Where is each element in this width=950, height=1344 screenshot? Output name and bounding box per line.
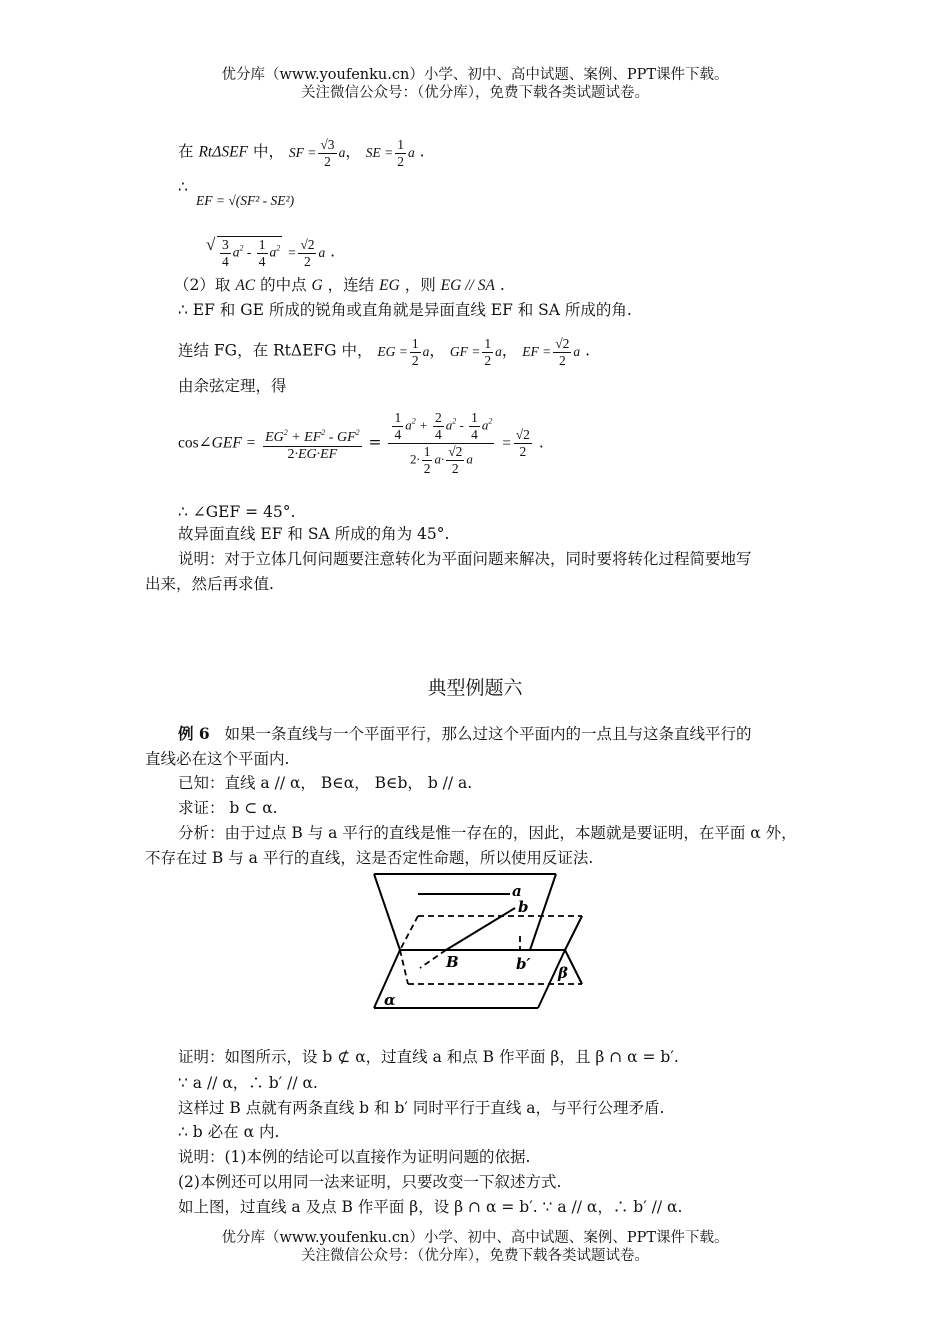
- triangle-sef: RtΔSEF: [198, 143, 249, 161]
- proof-note-1: 说明：(1)本例的结论可以直接作为证明问题的依据.: [178, 1148, 531, 1166]
- answer-line: 故异面直线 EF 和 SA 所成的角为 45°.: [178, 525, 450, 543]
- example-label: 例 6: [178, 724, 210, 743]
- proof-line-2: ∵ a // α，∴ b′ // α.: [178, 1074, 318, 1092]
- eg-equation: EG = $\frac{1}{2}$ a: [377, 336, 430, 368]
- section-title: 典型例题六: [427, 677, 523, 699]
- header-line-2: 关注微信公众号：（优分库），免费下载各类试题试卷。: [301, 85, 649, 101]
- sf-equation: SF = $\frac{√3}{2}$ a: [288, 137, 346, 169]
- beta-right-upper: [565, 916, 582, 950]
- cos-general-fraction: $\frac{EG^2 + EF^2 - GF^2}{2\cdot EG\cdot EF}$: [263, 425, 362, 463]
- label-point-b: B: [446, 953, 459, 971]
- cosine-law-text: 由余弦定理，得: [178, 377, 287, 395]
- text-join: ，连结: [327, 276, 375, 294]
- step2-line: [174, 274, 505, 297]
- proof-note-2: (2)本例还可以用同一法来证明，只要改变一下叙述方式.: [178, 1173, 562, 1191]
- ef-sqrt-expression: √ $\frac{3}{4}$ $a^2$ - $\frac{1}{4}$ $a^2$: [217, 236, 282, 270]
- label-alpha: α: [384, 991, 396, 1009]
- footer-line-2: 关注微信公众号：（优分库），免费下载各类试题试卷。: [301, 1248, 649, 1264]
- cos-lhs: cos∠GEF =: [178, 434, 257, 452]
- se-equation: SE = $\frac{1}{2}$ a: [365, 137, 415, 169]
- proof-line-1: 证明：如图所示，设 b ⊄ α，过直线 a 和点 B 作平面 β，且 β ∩ α = b′.: [178, 1048, 679, 1066]
- note-line-2: 出来，然后再求值.: [145, 575, 274, 593]
- cos-numeric-fraction: $\frac{1}{4}$ $a^2$ + $\frac{2}{4}$ $a^2$ - $\frac{1}{4}$ $a^2$ 2· $\frac{1}{2}$ a· $\frac{√2}{2}$ a: [388, 410, 494, 477]
- text-zhong: 中，: [252, 142, 284, 161]
- text-join-fg: 连结 FG，在 RtΔEFG 中，: [178, 341, 373, 360]
- therefore-symbol: ∴: [178, 178, 188, 196]
- text-zai: 在: [178, 142, 194, 161]
- ef-equation: EF = $\frac{√2}{2}$ a: [522, 336, 581, 368]
- ef-value-line: √ $\frac{3}{4}$ $a^2$ - $\frac{1}{4}$ $a^2$ = $\frac{√2}{2}$ a .: [207, 236, 335, 270]
- given-line: 已知：直线 a // α， B∈α， B∈b， b // a.: [178, 774, 473, 792]
- plane-left-edge-upper: [374, 874, 400, 950]
- cosine-formula: cos∠GEF = $\frac{EG^2 + EF^2 - GF^2}{2\cdot EG\cdot EF}$ = $\frac{1}{4}$ $a^2$ + $\frac{2}{4}$ $a^2$ - $\frac{1}{4}$ $a^2$ 2· $\frac{1}{2}$ a· $\frac{√2}{2}$ a = $\frac{√2}{2}$ .: [178, 410, 544, 476]
- beta-left-dashed: [400, 916, 418, 950]
- text-then: ，则: [404, 276, 436, 294]
- angle-result: ∴ ∠GEF = 45°.: [178, 503, 296, 521]
- prove-line: 求证： b ⊂ α.: [178, 799, 278, 817]
- example-line-1: [178, 723, 751, 745]
- label-beta: β: [558, 964, 568, 982]
- beta-left-lower-dashed: [400, 950, 408, 984]
- header-line-1: 优分库（www.youfenku.cn）小学、初中、高中试题、案例、PPT课件下载。: [221, 67, 729, 83]
- proof-line-3: 这样过 B 点就有两条直线 b 和 b′ 同时平行于直线 a，与平行公理矛盾.: [178, 1099, 665, 1117]
- label-b-prime: b′: [516, 955, 531, 973]
- note-line-1: 说明：对于立体几何问题要注意转化为平面问题来解决，同时要将转化过程简要地写: [178, 550, 752, 568]
- angle-statement: ∴ EF 和 GE 所成的锐角或直角就是异面直线 EF 和 SA 所成的角.: [178, 301, 632, 319]
- line-b-hidden: [420, 950, 446, 968]
- gf-equation: GF = $\frac{1}{2}$ a: [449, 336, 502, 368]
- segment-ac: AC: [235, 277, 256, 294]
- efg-lengths-line: 连结 FG，在 RtΔEFG 中， EG = $\frac{1}{2}$ a， GF = $\frac{1}{2}$ a， EF = $\frac{√2}{2}$ a .: [178, 336, 591, 368]
- ef-result: = $\frac{√2}{2}$ a: [287, 237, 326, 269]
- eg-parallel-sa: EG // SA: [440, 277, 495, 294]
- segment-eg: EG: [379, 277, 400, 294]
- cos-result: = $\frac{√2}{2}$: [501, 427, 530, 460]
- proof-note-3: 如上图，过直线 a 及点 B 作平面 β，设 β ∩ α = b′. ∵ a // α，∴ b′ // α.: [178, 1198, 683, 1216]
- footer-line-1: 优分库（www.youfenku.cn）小学、初中、高中试题、案例、PPT课件下载。: [221, 1230, 729, 1246]
- analysis-line-2: 不存在过 B 与 a 平行的直线，这是否定性命题，所以使用反证法.: [145, 849, 594, 867]
- example-line-2: 直线必在这个平面内.: [145, 750, 290, 768]
- point-g: G: [311, 277, 323, 294]
- label-a: a: [512, 882, 522, 900]
- plane-right-edge-upper: [530, 874, 556, 950]
- line-b: [446, 908, 515, 950]
- ef-formula: EF = √(SF² - SE²): [196, 193, 295, 208]
- text-end: .: [499, 276, 505, 294]
- step2-prefix: （2）取: [174, 276, 231, 294]
- plane-figure: [360, 866, 600, 1026]
- analysis-line-1: 分析：由于过点 B 与 a 平行的直线是惟一存在的，因此，本题就是要证明，在平面 α 外，: [178, 824, 797, 842]
- example-text-1: 如果一条直线与一个平面平行，那么过这个平面内的一点且与这条直线平行的: [224, 725, 752, 743]
- label-b: b: [518, 898, 529, 916]
- text-midpoint: 的中点: [260, 276, 307, 294]
- sef-lengths-line: 在 RtΔSEF 中， SF = $\frac{√3}{2}$ a， SE = $\frac{1}{2}$ a .: [178, 137, 425, 169]
- page-header: [0, 66, 950, 102]
- proof-line-4: ∴ b 必在 α 内.: [178, 1123, 280, 1141]
- page-footer: [0, 1229, 950, 1265]
